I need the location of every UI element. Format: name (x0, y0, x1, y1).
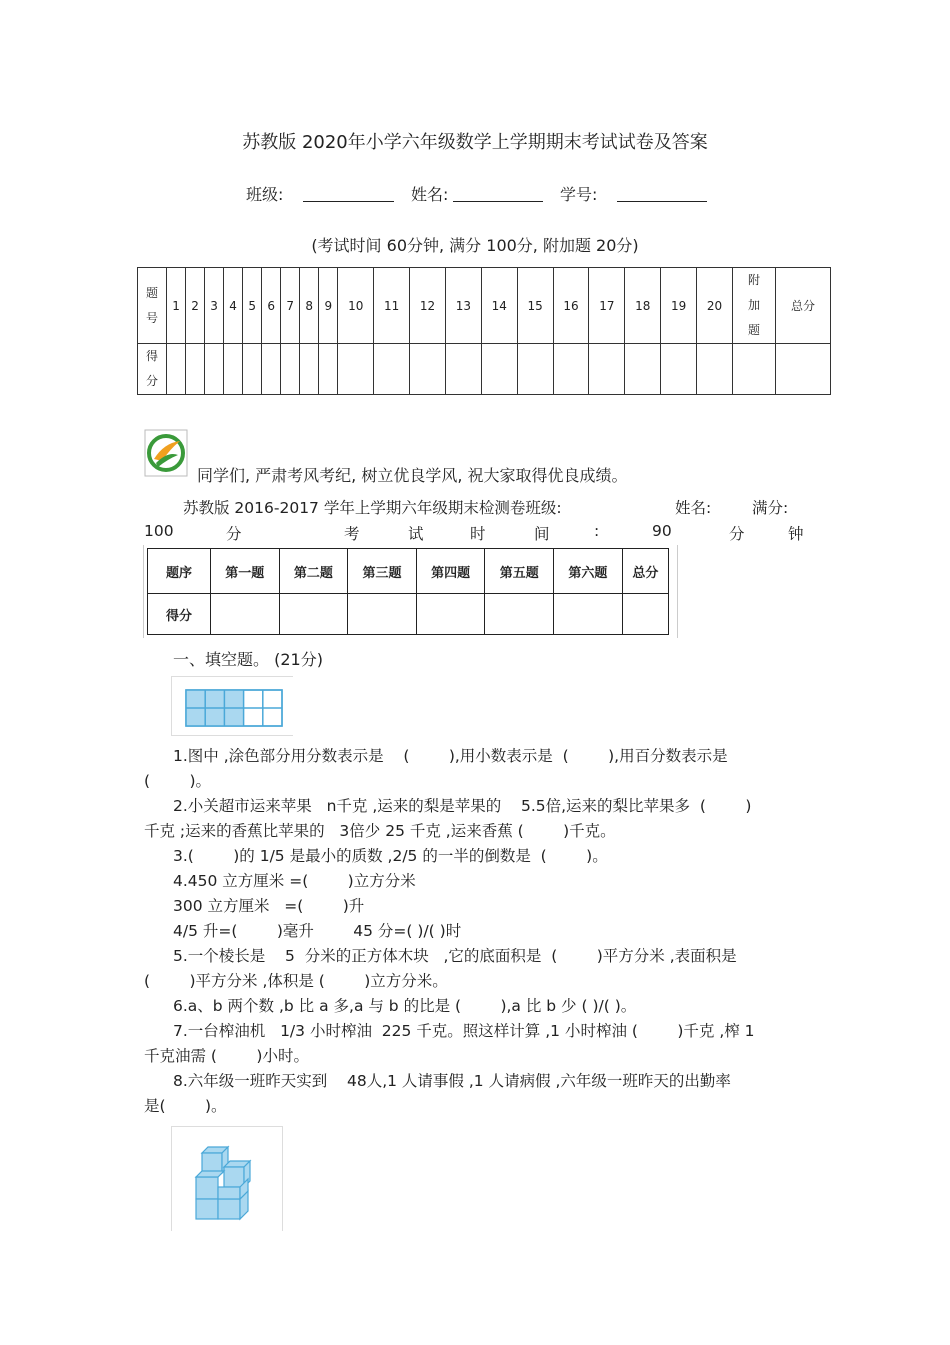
total-cell: 总分 (776, 268, 831, 344)
score-cell[interactable] (300, 344, 319, 395)
score-cell[interactable] (554, 594, 623, 635)
id-blank[interactable] (617, 185, 707, 202)
question-5: 5.一个棱长是 5 分米的正方体木块 ,它的底面积是 ( )平方分米 ,表面积是 (173, 947, 737, 965)
class-blank[interactable] (303, 185, 394, 202)
score-cell[interactable] (374, 344, 410, 395)
score-cell[interactable] (186, 344, 205, 395)
question-4: 4.450 立方厘米 =( )立方分米 (173, 872, 416, 890)
num-cell: 8 (300, 268, 319, 344)
num-cell: 19 (661, 268, 697, 344)
score-cell[interactable] (243, 344, 262, 395)
question-8: 8.六年级一班昨天实到 48人,1 人请事假 ,1 人请病假 ,六年级一班昨天的出勤率 (173, 1072, 731, 1090)
subheader-text: 苏教版 2016-2017 学年上学期六年级期末检测卷班级: (183, 499, 562, 517)
question-4-b: 300 立方厘米 =( )升 (173, 897, 365, 915)
score-cell[interactable] (281, 344, 300, 395)
motto-text: 同学们, 严肃考风考纪, 树立优良学风, 祝大家取得优良成绩。 (197, 466, 628, 485)
score-table (137, 267, 831, 395)
score-cell[interactable] (319, 344, 338, 395)
question-2: 2.小关超市运来苹果 n千克 ,运来的梨是苹果的 5.5倍,运来的梨比苹果多 ( ) (173, 797, 752, 815)
num-cell: 10 (338, 268, 374, 344)
question-1-cont: ( )。 (144, 772, 212, 790)
header-cell: 总分 (622, 549, 668, 594)
extra-cell: 附 加 题 (733, 268, 776, 344)
header-cell: 第一题 (211, 549, 280, 594)
question-3: 3.( )的 1/5 是最小的质数 ,2/5 的一半的倒数是 ( )。 (173, 847, 608, 865)
num-cell: 16 (553, 268, 589, 344)
header-cell: 题序 (148, 549, 211, 594)
header-cell: 第四题 (416, 549, 485, 594)
score-cell[interactable] (338, 344, 374, 395)
name-blank[interactable] (453, 185, 543, 202)
question-4-c: 4/5 升=( )毫升 45 分=( )/( )时 (173, 922, 462, 940)
score-cell[interactable] (416, 594, 485, 635)
header-cell: 第五题 (485, 549, 554, 594)
num-cell: 3 (205, 268, 224, 344)
score-cell[interactable] (348, 594, 417, 635)
subheader-full: 满分: (752, 499, 789, 517)
section-heading: 一、填空题。 (21分) (173, 650, 323, 669)
question-7: 7.一台榨油机 1/3 小时榨油 225 千克。照这样计算 ,1 小时榨油 ( )千克 ,榨 1 (173, 1022, 755, 1040)
question-6: 6.a、b 两个数 ,b 比 a 多,a 与 b 的比是 ( ),a 比 b 少 ( )/( )。 (173, 997, 637, 1015)
num-cell: 12 (410, 268, 446, 344)
num-cell: 14 (481, 268, 517, 344)
question-8-cont: 是( )。 (144, 1097, 227, 1115)
question-5-cont: ( )平方分米 ,体积是 ( )立方分米。 (144, 972, 448, 990)
name-label: 姓名: (411, 185, 449, 204)
section-score-table (147, 548, 669, 635)
question-2-cont: 千克 ;运来的香蕉比苹果的 3倍少 25 千克 ,运来香蕉 ( )千克。 (144, 822, 616, 840)
score-cell[interactable] (776, 344, 831, 395)
header-cell: 第二题 (279, 549, 348, 594)
exam-note: (考试时间 60分钟, 满分 100分, 附加题 20分) (311, 236, 639, 255)
figure-cubes (171, 1126, 283, 1231)
score-cell[interactable] (661, 344, 697, 395)
subheader-name: 姓名: (675, 499, 712, 517)
score-cell[interactable] (481, 344, 517, 395)
num-cell: 20 (697, 268, 733, 344)
score-row-label: 得 分 (138, 344, 167, 395)
num-cell: 7 (281, 268, 300, 344)
score-cell[interactable] (445, 344, 481, 395)
num-cell: 17 (589, 268, 625, 344)
num-cell: 11 (374, 268, 410, 344)
score-cell[interactable] (485, 594, 554, 635)
num-cell: 18 (625, 268, 661, 344)
score-cell[interactable] (262, 344, 281, 395)
score-cell[interactable] (211, 594, 280, 635)
page-title: 苏教版 2020年小学六年级数学上学期期末考试试卷及答案 (242, 132, 708, 153)
score-cell[interactable] (622, 594, 668, 635)
score-cell[interactable] (205, 344, 224, 395)
class-label: 班级: (246, 185, 284, 204)
id-label: 学号: (560, 185, 598, 204)
num-cell: 9 (319, 268, 338, 344)
num-cell: 5 (243, 268, 262, 344)
header-cell: 第三题 (348, 549, 417, 594)
score-cell[interactable] (697, 344, 733, 395)
score-cell[interactable] (167, 344, 186, 395)
score-cell[interactable] (517, 344, 553, 395)
score-cell[interactable] (553, 344, 589, 395)
score-cell[interactable] (589, 344, 625, 395)
header-cell: 题 号 (138, 268, 167, 344)
num-cell: 13 (445, 268, 481, 344)
score-cell[interactable] (625, 344, 661, 395)
num-cell: 15 (517, 268, 553, 344)
question-1: 1.图中 ,涂色部分用分数表示是 ( ),用小数表示是 ( ),用百分数表示是 (173, 747, 728, 765)
header-cell: 第六题 (554, 549, 623, 594)
figure-grid (171, 676, 293, 736)
num-cell: 2 (186, 268, 205, 344)
num-cell: 4 (224, 268, 243, 344)
score-cell[interactable] (224, 344, 243, 395)
num-cell: 6 (262, 268, 281, 344)
question-7-cont: 千克油需 ( )小时。 (144, 1047, 309, 1065)
school-logo-icon (144, 429, 188, 477)
score-cell[interactable] (279, 594, 348, 635)
score-cell[interactable] (733, 344, 776, 395)
score-cell[interactable] (410, 344, 446, 395)
row-label: 得分 (148, 594, 211, 635)
num-cell: 1 (167, 268, 186, 344)
